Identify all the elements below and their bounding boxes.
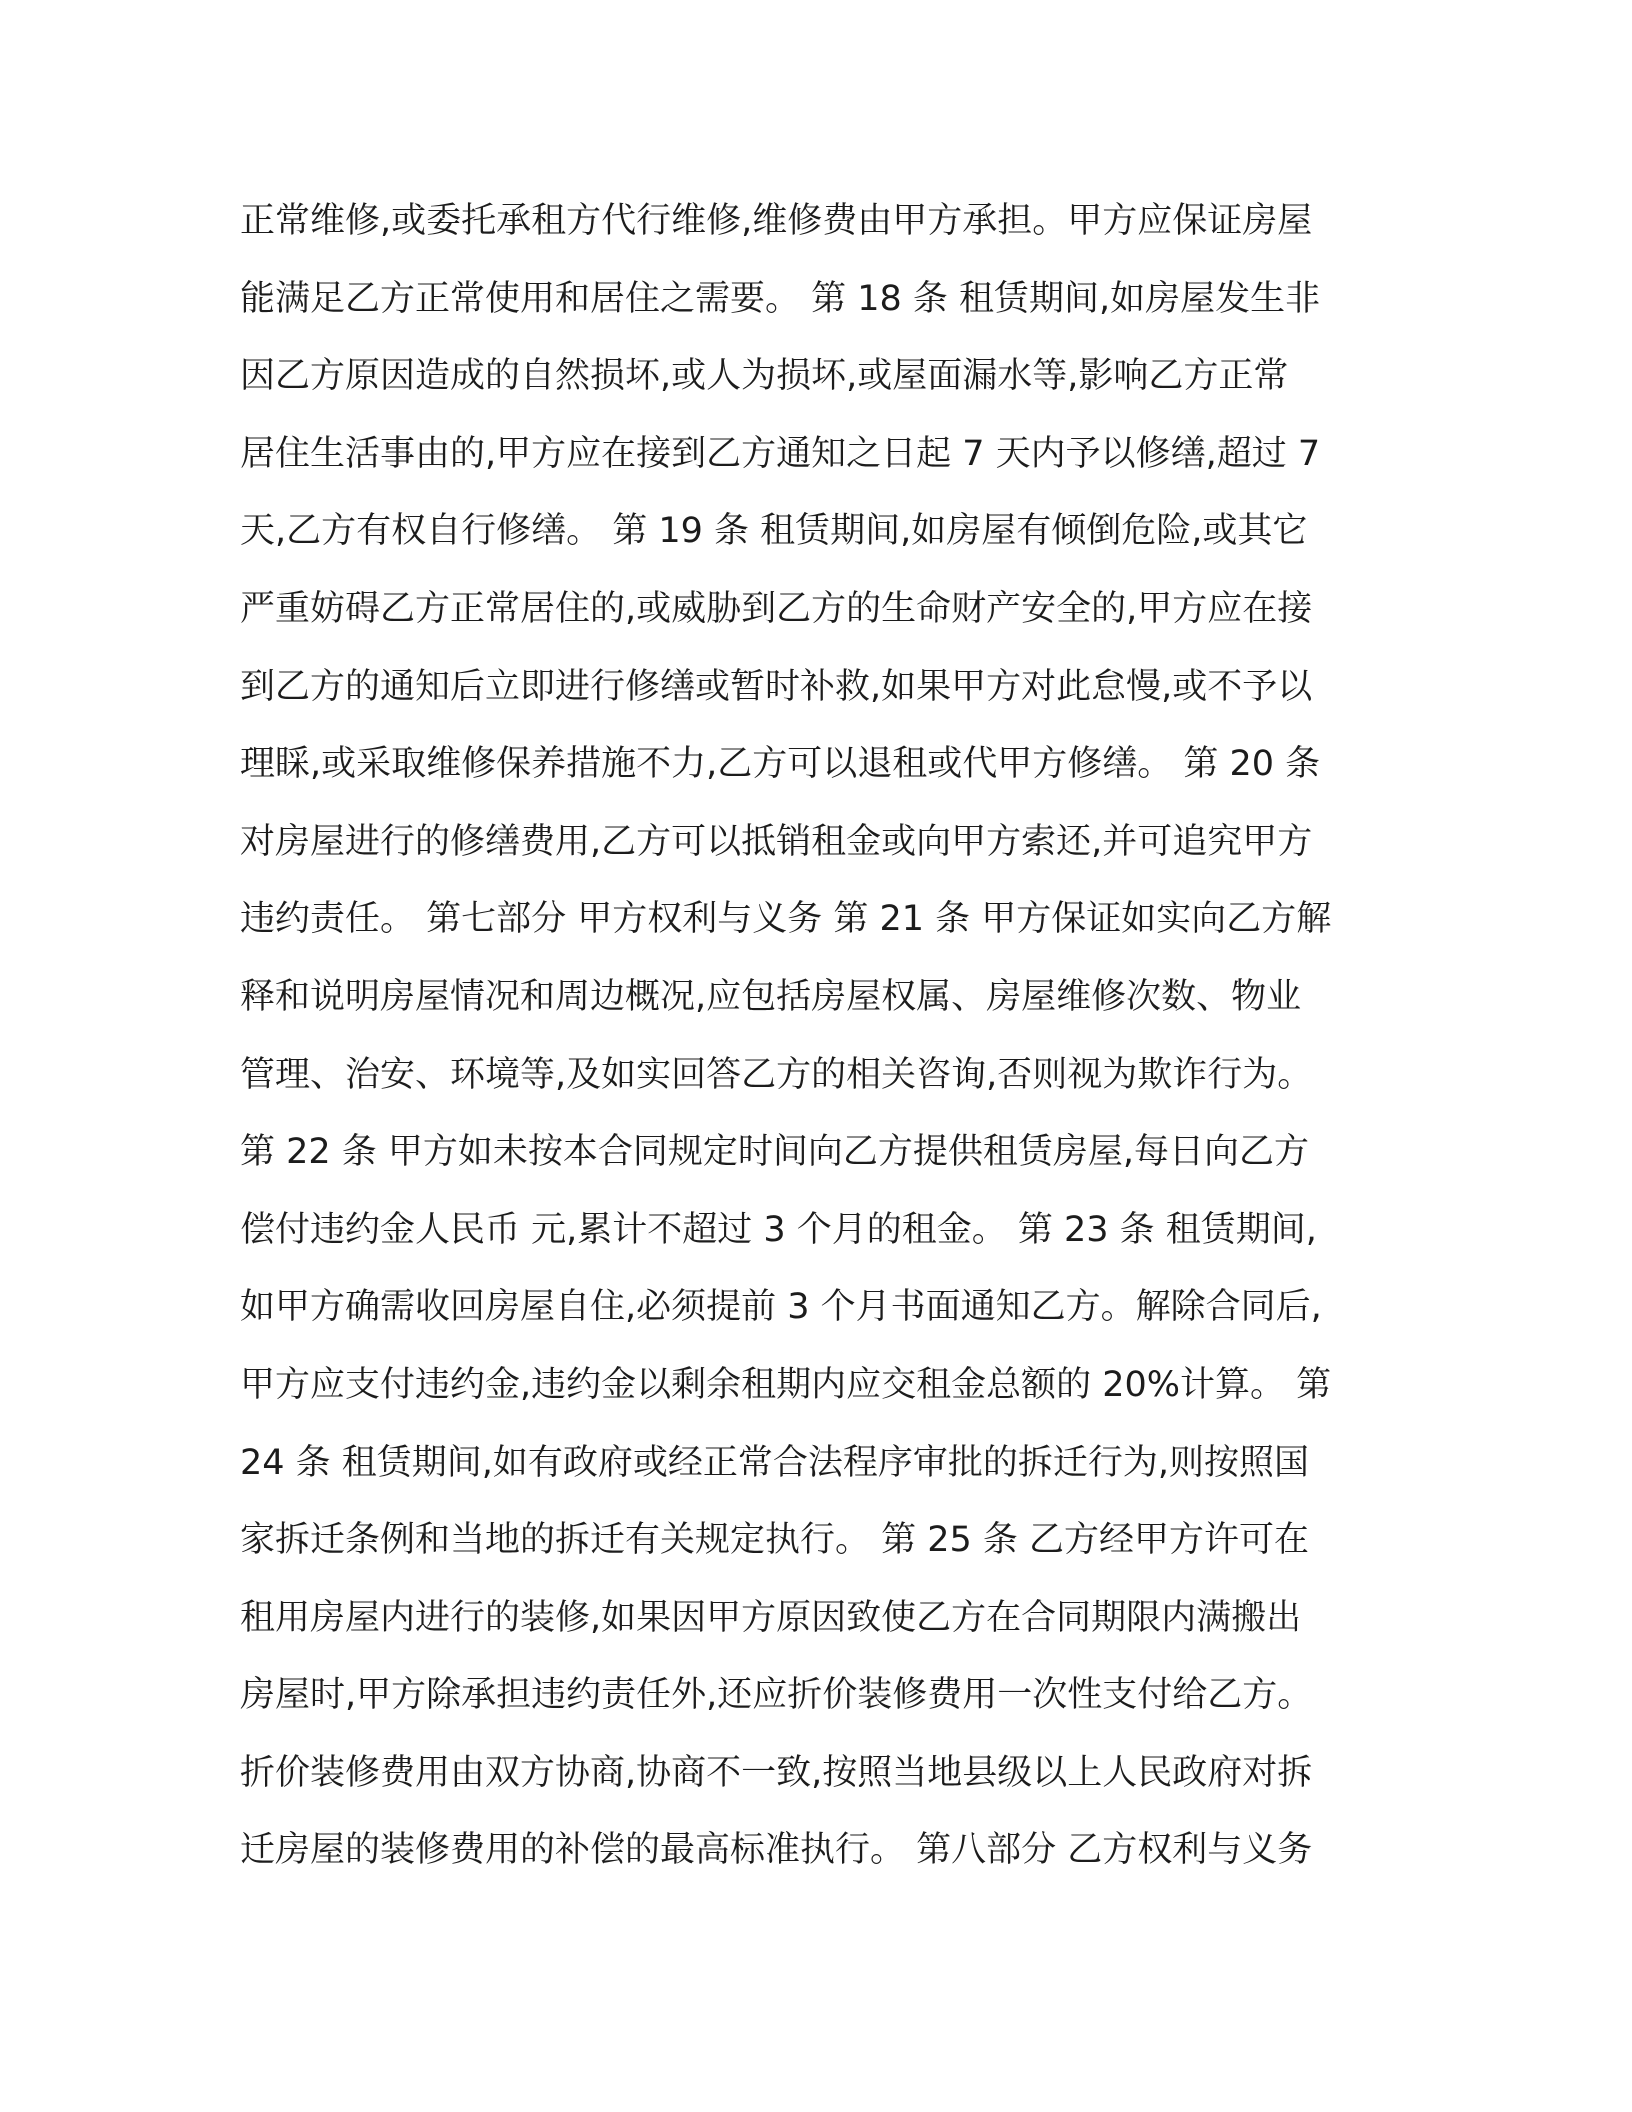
text-line: 正常维修,或委托承租方代行维修,维修费由甲方承担。甲方应保证房屋 bbox=[240, 201, 1313, 241]
text-line: 到乙方的通知后立即进行修缮或暂时补救,如果甲方对此怠慢,或不予以 bbox=[240, 666, 1313, 707]
text-line: 居住生活事由的,甲方应在接到乙方通知之日起 7 天内予以修缮,超过 7 bbox=[240, 433, 1321, 474]
text-line: 违约责任。 第七部分 甲方权利与义务 第 21 条 甲方保证如实向乙方解 bbox=[240, 899, 1332, 940]
text-line: 严重妨碍乙方正常居住的,或威胁到乙方的生命财产安全的,甲方应在接 bbox=[240, 588, 1313, 629]
text-line: 房屋时,甲方除承担违约责任外,还应折价装修费用一次性支付给乙方。 bbox=[240, 1675, 1313, 1716]
text-line: 甲方应支付违约金,违约金以剩余租期内应交租金总额的 20%计算。 第 bbox=[240, 1364, 1332, 1405]
body-text bbox=[240, 193, 1420, 1900]
text-line: 租用房屋内进行的装修,如果因甲方原因致使乙方在合同期限内满搬出 bbox=[240, 1597, 1302, 1638]
text-line: 因乙方原因造成的自然损坏,或人为损坏,或屋面漏水等,影响乙方正常 bbox=[240, 356, 1289, 397]
text-line: 折价装修费用由双方协商,协商不一致,按照当地县级以上人民政府对拆 bbox=[240, 1752, 1313, 1793]
text-line: 家拆迁条例和当地的拆迁有关规定执行。 第 25 条 乙方经甲方许可在 bbox=[240, 1520, 1310, 1561]
text-line: 第 22 条 甲方如未按本合同规定时间向乙方提供租赁房屋,每日向乙方 bbox=[240, 1132, 1310, 1173]
text-line: 释和说明房屋情况和周边概况,应包括房屋权属、房屋维修次数、物业 bbox=[240, 976, 1302, 1017]
text-line: 能满足乙方正常使用和居住之需要。 第 18 条 租赁期间,如房屋发生非 bbox=[240, 278, 1321, 319]
text-line: 对房屋进行的修缮费用,乙方可以抵销租金或向甲方索还,并可追究甲方 bbox=[240, 821, 1313, 862]
text-line: 如甲方确需收回房屋自住,必须提前 3 个月书面通知乙方。解除合同后, bbox=[240, 1287, 1322, 1328]
text-line: 24 条 租赁期间,如有政府或经正常合法程序审批的拆迁行为,则按照国 bbox=[240, 1442, 1310, 1483]
text-line: 天,乙方有权自行修缮。 第 19 条 租赁期间,如房屋有倾倒危险,或其它 bbox=[240, 511, 1308, 552]
text-line: 迁房屋的装修费用的补偿的最高标准执行。 第八部分 乙方权利与义务 bbox=[240, 1830, 1313, 1871]
text-line: 理睬,或采取维修保养措施不力,乙方可以退租或代甲方修缮。 第 20 条 bbox=[240, 744, 1321, 785]
text-line: 管理、治安、环境等,及如实回答乙方的相关咨询,否则视为欺诈行为。 bbox=[240, 1054, 1313, 1095]
text-line: 偿付违约金人民币 元,累计不超过 3 个月的租金。 第 23 条 租赁期间, bbox=[240, 1209, 1317, 1250]
